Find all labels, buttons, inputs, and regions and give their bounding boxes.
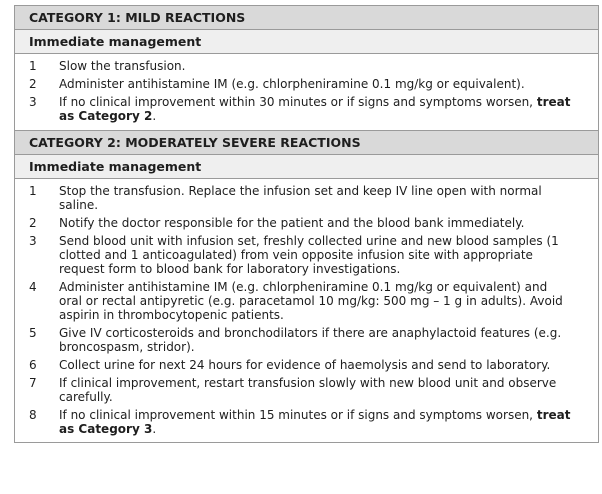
item-text: Collect urine for next 24 hours for evidence of haemolysis and send to laboratory. <box>59 358 551 372</box>
item-number: 6 <box>29 358 37 372</box>
category-1-list <box>15 54 598 131</box>
item-text: If no clinical improvement within 30 minutes or if signs and symptoms worsen, <box>59 95 537 109</box>
category-2-list <box>15 179 598 442</box>
item-number: 3 <box>29 234 37 248</box>
item-text-wrapper <box>59 95 598 123</box>
list-item <box>15 234 598 276</box>
list-item <box>15 326 598 354</box>
item-number: 2 <box>29 77 37 91</box>
item-suffix: . <box>152 109 157 123</box>
item-text: Administer antihistamine IM (e.g. chlorpheniramine 0.1 mg/kg or equivalent). <box>59 77 525 91</box>
item-number: 3 <box>29 95 37 109</box>
item-emphasis: treat as Category 3 <box>59 408 571 436</box>
item-text: Send blood unit with infusion set, freshly collected urine and new blood samples (1 clotted and 1 anticoagulated) from vein opposite infusion site with appropriate request form to blood bank for laboratory investigations. <box>59 234 559 276</box>
item-text: If no clinical improvement within 15 minutes or if signs and symptoms worsen, <box>59 408 537 422</box>
item-number: 4 <box>29 280 37 294</box>
item-text: If clinical improvement, restart transfusion slowly with new blood unit and observe carefully. <box>59 376 557 404</box>
list-item <box>15 184 598 212</box>
list-item <box>15 95 598 123</box>
item-text: Give IV corticosteroids and bronchodilators if there are anaphylactoid features (e.g. broncospasm, stridor). <box>59 326 562 354</box>
category-2-subheader: Immediate management <box>15 155 598 179</box>
list-item <box>15 77 598 91</box>
item-text: Administer antihistamine IM (e.g. chlorpheniramine 0.1 mg/kg or equivalent) and oral or rectal antipyretic (e.g. paracetamol 10 mg/kg: 500 mg – 1 g in adults). Avoid aspirin in thrombocytopenic patients. <box>59 280 563 322</box>
list-item <box>15 408 598 436</box>
item-text: Stop the transfusion. Replace the infusion set and keep IV line open with normal saline. <box>59 184 542 212</box>
list-item <box>15 376 598 404</box>
item-text: Notify the doctor responsible for the patient and the blood bank immediately. <box>59 216 525 230</box>
item-number: 7 <box>29 376 37 390</box>
list-item <box>15 216 598 230</box>
category-1-subheader: Immediate management <box>15 30 598 54</box>
item-emphasis: treat as Category 2 <box>59 95 571 123</box>
list-item <box>15 358 598 372</box>
item-number: 5 <box>29 326 37 340</box>
item-number: 1 <box>29 59 37 73</box>
reaction-management-table <box>14 5 599 443</box>
item-number: 8 <box>29 408 37 422</box>
item-number: 2 <box>29 216 37 230</box>
list-item <box>15 280 598 322</box>
category-2-title: CATEGORY 2: MODERATELY SEVERE REACTIONS <box>15 131 598 155</box>
item-suffix: . <box>152 422 157 436</box>
item-text-wrapper <box>59 408 598 436</box>
item-text: Slow the transfusion. <box>59 59 186 73</box>
list-item <box>15 59 598 73</box>
item-number: 1 <box>29 184 37 198</box>
category-1-title: CATEGORY 1: MILD REACTIONS <box>15 6 598 30</box>
